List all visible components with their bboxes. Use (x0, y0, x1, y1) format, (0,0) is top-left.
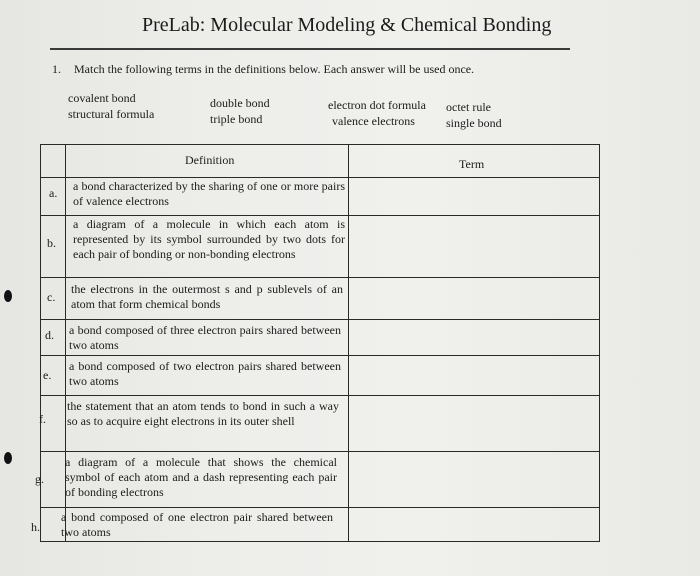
term-header: Term (459, 157, 485, 171)
table-row (41, 277, 599, 320)
term-answer-cell[interactable] (350, 178, 598, 214)
table-row (31, 507, 599, 542)
table-row (41, 355, 599, 396)
title-divider (50, 48, 570, 50)
table-row (41, 177, 599, 216)
word-bank-term: electron dot formula (328, 98, 426, 112)
definition-cell: a diagram of a molecule in which each atom is represented by its symbol surrounded by two dots for each pair of bonding or non-bonding electrons (73, 217, 345, 261)
word-bank-term: triple bond (210, 112, 263, 126)
term-answer-cell[interactable] (350, 278, 598, 318)
table-row (41, 319, 599, 356)
row-letter: g. (35, 472, 44, 486)
table-row (35, 451, 599, 508)
word-bank-term: octet rule (446, 100, 491, 114)
matching-table (31, 144, 600, 542)
page-title: PreLab: Molecular Modeling & Chemical Bonding (142, 14, 552, 36)
definition-cell: the electrons in the outermost s and p sublevels of an atom that form chemical bonds (71, 282, 343, 311)
definition-cell: a bond composed of three electron pairs shared between two atoms (69, 323, 341, 352)
definition-cell: a diagram of a molecule that shows the chemical symbol of each atom and a dash representing each pair of bonding electrons (65, 455, 337, 499)
term-answer-cell[interactable] (350, 216, 598, 276)
term-answer-cell[interactable] (350, 396, 598, 450)
word-bank-term: single bond (446, 116, 502, 130)
term-answer-cell[interactable] (350, 452, 598, 506)
row-letter: h. (31, 520, 40, 534)
binder-hole (4, 452, 12, 464)
definition-header: Definition (185, 153, 235, 167)
row-letter: a. (49, 186, 58, 200)
table-row (41, 395, 599, 452)
definition-cell: a bond characterized by the sharing of one or more pairs of valence electrons (73, 179, 345, 208)
row-letter: d. (45, 328, 54, 342)
word-bank-term: valence electrons (332, 114, 415, 128)
word-bank-term: double bond (210, 96, 270, 110)
row-letter: f. (39, 412, 46, 426)
definition-cell: the statement that an atom tends to bond in such a way so as to acquire eight electrons in its outer shell (67, 399, 339, 428)
question-prompt (52, 62, 474, 77)
word-bank-term: structural formula (68, 107, 155, 121)
row-letter: b. (47, 236, 56, 250)
question-text: Match the following terms in the definitions below. Each answer will be used once. (74, 62, 475, 76)
table-row (41, 215, 599, 278)
row-letter: e. (43, 368, 52, 382)
term-answer-cell[interactable] (350, 356, 598, 394)
word-bank-term: covalent bond (68, 91, 136, 105)
question-number: 1. (52, 62, 61, 76)
binder-hole (4, 290, 12, 302)
definition-cell: a bond composed of one electron pair shared between two atoms (61, 510, 333, 539)
definition-cell: a bond composed of two electron pairs shared between two atoms (69, 359, 341, 388)
row-letter: c. (47, 290, 56, 304)
term-answer-cell[interactable] (350, 320, 598, 354)
term-answer-cell[interactable] (350, 508, 598, 540)
